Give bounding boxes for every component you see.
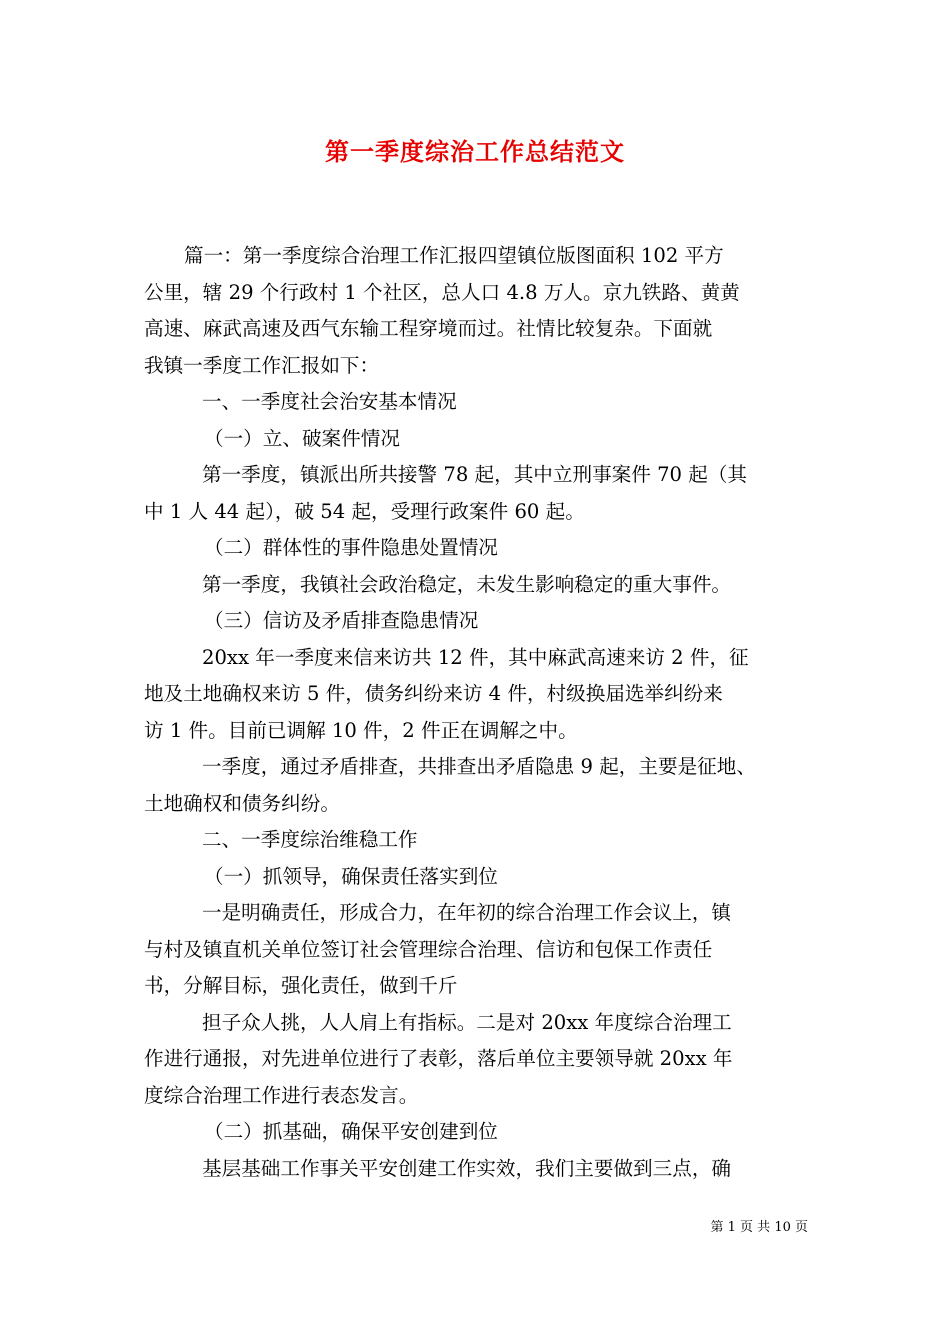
text-line: 第一季度，镇派出所共接警 78 起，其中立刑事案件 70 起（其 — [202, 463, 748, 486]
text-line: 篇一：第一季度综合治理工作汇报四望镇位版图面积 102 平方 — [184, 244, 724, 267]
text-line: 一是明确责任，形成合力，在年初的综合治理工作会议上，镇 — [202, 901, 732, 924]
text-line: 作进行通报，对先进单位进行了表彰，落后单位主要领导就 20xx 年 — [144, 1047, 733, 1070]
text-line: 第一季度，我镇社会政治稳定，未发生影响稳定的重大事件。 — [202, 572, 732, 596]
text-line: 高速、麻武高速及西气东输工程穿境而过。社情比较复杂。下面就 — [144, 317, 713, 340]
page-footer: 第 1 页 共 10 页 — [710, 1220, 808, 1235]
text-line: 与村及镇直机关单位签订社会管理综合治理、信访和包保工作责任 — [144, 937, 713, 961]
text-line: （二）群体性的事件隐患处置情况 — [204, 536, 498, 559]
text-line: 访 1 件。目前已调解 10 件，2 件正在调解之中。 — [144, 718, 578, 742]
text-line: 公里，辖 29 个行政村 1 个社区，总人口 4.8 万人。京九铁路、黄黄 — [144, 280, 740, 304]
document-title: 第一季度综治工作总结范文 — [325, 137, 625, 166]
text-line: 基层基础工作事关平安创建工作实效，我们主要做到三点，确 — [202, 1156, 732, 1180]
text-line: 度综合治理工作进行表态发言。 — [144, 1083, 419, 1107]
text-line: （一）抓领导，确保责任落实到位 — [204, 864, 498, 888]
text-line: （三）信访及矛盾排查隐患情况 — [204, 609, 479, 632]
text-line: 我镇一季度工作汇报如下： — [144, 353, 380, 377]
text-line: 土地确权和债务纠纷。 — [144, 791, 340, 815]
text-line: 一季度，通过矛盾排查，共排查出矛盾隐患 9 起，主要是征地、 — [202, 755, 756, 778]
text-line: 中 1 人 44 起），破 54 起，受理行政案件 60 起。 — [144, 499, 585, 523]
text-line: 二、一季度综治维稳工作 — [202, 828, 418, 851]
text-line: 书，分解目标，强化责任，做到千斤 — [144, 974, 458, 997]
text-line: 一、一季度社会治安基本情况 — [202, 390, 457, 413]
text-line: 担子众人挑，人人肩上有指标。二是对 20xx 年度综合治理工 — [202, 1010, 732, 1034]
text-line: （二）抓基础，确保平安创建到位 — [204, 1120, 498, 1143]
text-line: （一）立、破案件情况 — [204, 426, 400, 450]
text-line: 20xx 年一季度来信来访共 12 件，其中麻武高速来访 2 件，征 — [202, 645, 749, 669]
text-line: 地及土地确权来访 5 件，债务纠纷来访 4 件，村级换届选举纠纷来 — [144, 682, 723, 705]
document-body — [144, 238, 808, 1187]
